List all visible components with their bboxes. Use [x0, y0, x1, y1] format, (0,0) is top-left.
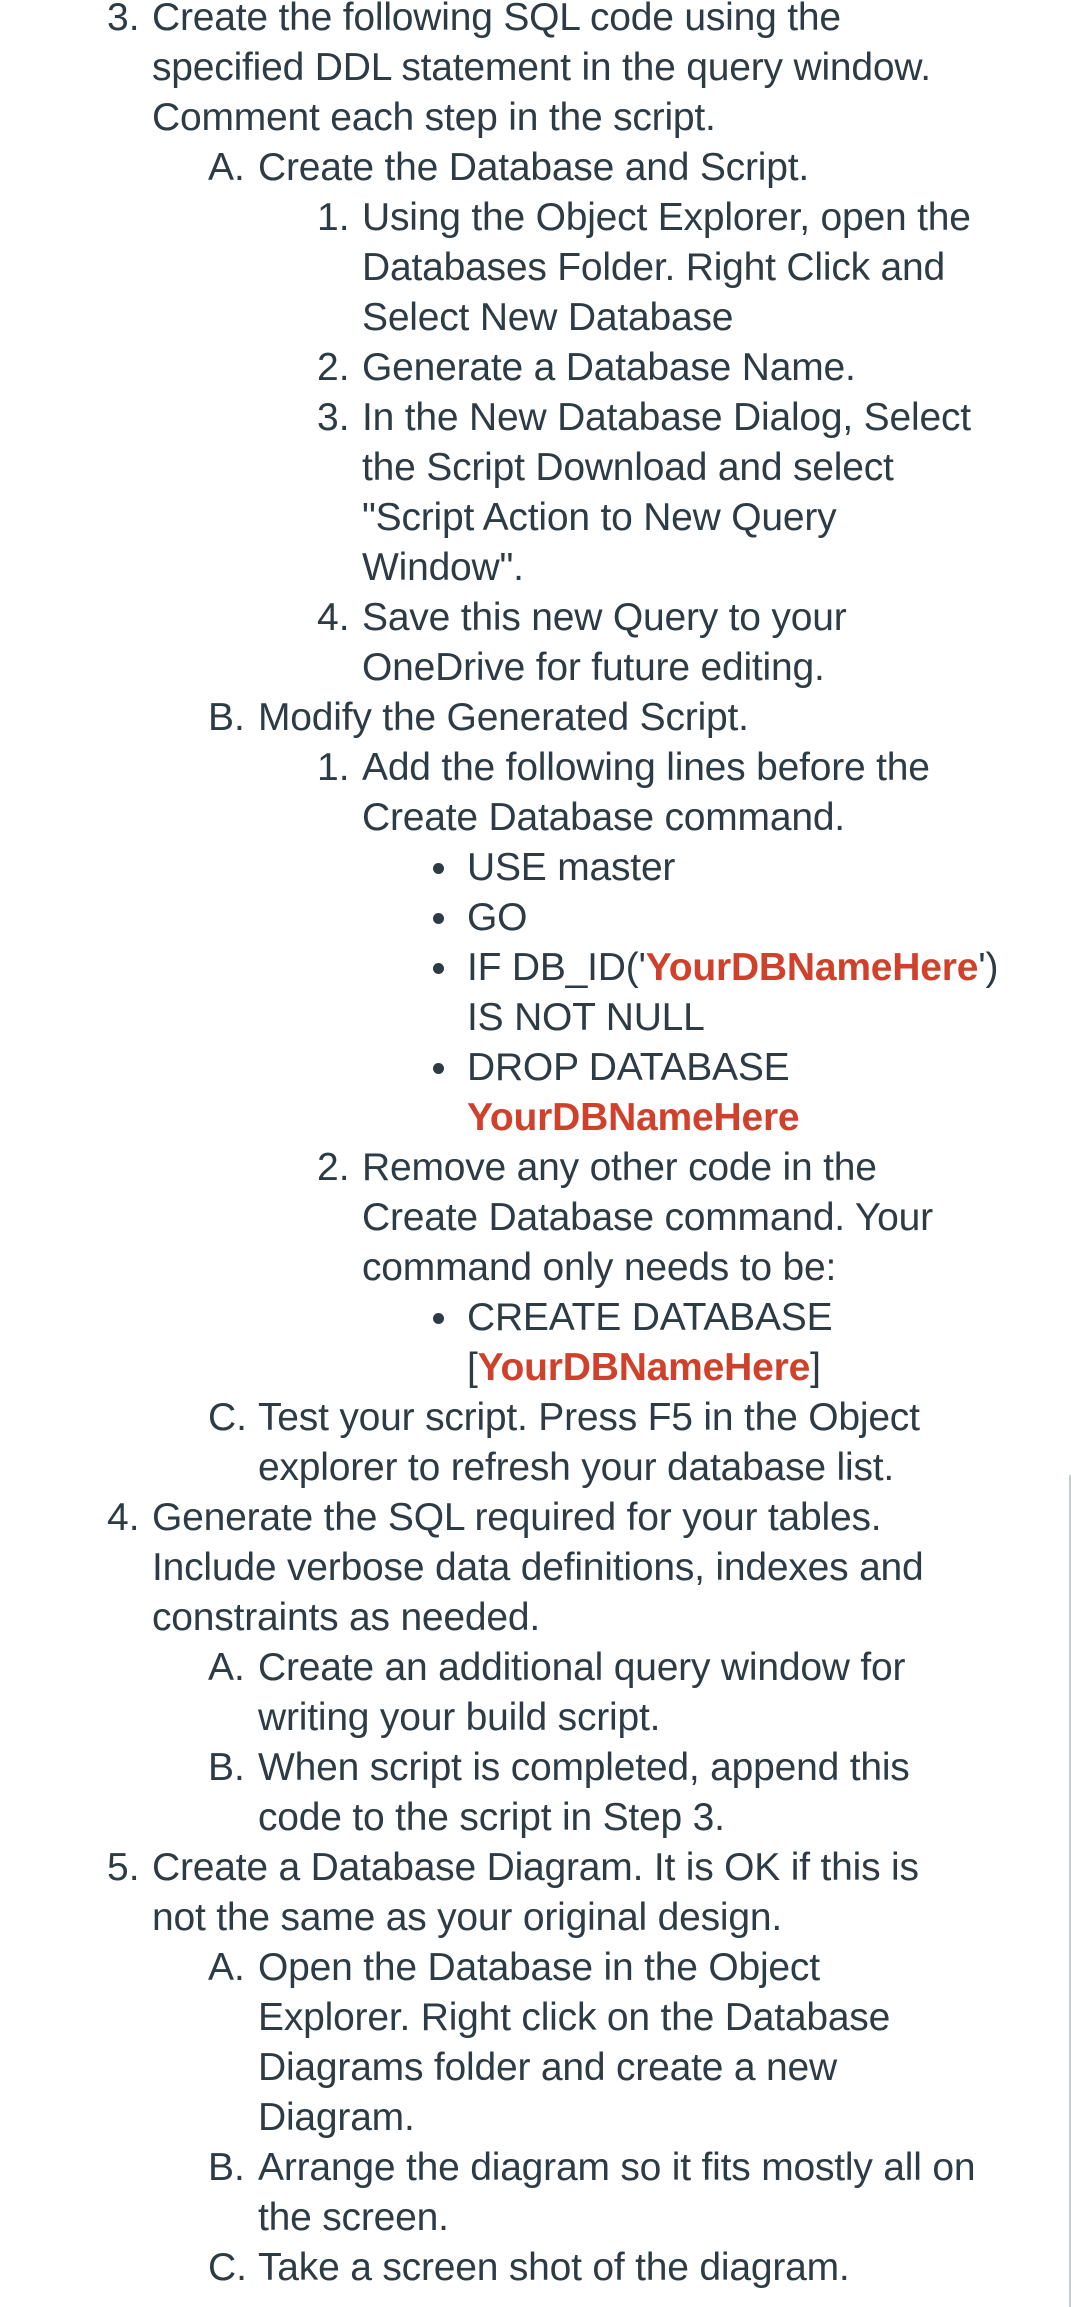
bullet-icon: [433, 1313, 444, 1324]
step-3a1-text-line: Using the Object Explorer, open the: [362, 196, 971, 239]
bullet-icon: [433, 963, 444, 974]
step-3b-text: Modify the Generated Script.: [258, 696, 749, 739]
step-5-number: 5.: [107, 1846, 140, 1889]
code-line-is-not-null: IS NOT NULL: [467, 996, 705, 1039]
step-3-number: 3.: [107, 0, 140, 39]
step-3-text-line: Comment each step in the script.: [152, 96, 716, 139]
step-3b2-text-line: command only needs to be:: [362, 1246, 837, 1289]
step-4-text-line: constraints as needed.: [152, 1596, 541, 1639]
bullet-icon: [433, 1063, 444, 1074]
code-line-go: GO: [467, 896, 528, 939]
step-5a-text-line: Diagram.: [258, 2096, 415, 2139]
step-5b-text-line: the screen.: [258, 2196, 449, 2239]
step-3a3-text-line: In the New Database Dialog, Select: [362, 396, 971, 439]
step-3b1-text-line: Create Database command.: [362, 796, 845, 839]
step-5b-text-line: Arrange the diagram so it fits mostly all on: [258, 2146, 976, 2189]
step-3a3-text-line: Window".: [362, 546, 524, 589]
step-3a4-number: 4.: [317, 596, 350, 639]
step-4a-letter: A.: [208, 1646, 245, 1689]
code-line-create-database: CREATE DATABASE: [467, 1296, 833, 1339]
step-3b2-text-line: Create Database command. Your: [362, 1196, 933, 1239]
step-4a-text-line: Create an additional query window for: [258, 1646, 906, 1689]
step-3a2-text-line: Generate a Database Name.: [362, 346, 856, 389]
step-5c-letter: C.: [208, 2246, 247, 2289]
db-name-placeholder: YourDBNameHere: [467, 1096, 800, 1139]
step-5a-text-line: Explorer. Right click on the Database: [258, 1996, 891, 2039]
step-3a4-text-line: Save this new Query to your: [362, 596, 847, 639]
step-4b-letter: B.: [208, 1746, 245, 1789]
step-5b-letter: B.: [208, 2146, 245, 2189]
step-3a3-text-line: the Script Download and select: [362, 446, 894, 489]
code-text: ]: [810, 1346, 821, 1389]
code-line-db-name: [467, 1343, 821, 1393]
step-3b2-number: 2.: [317, 1146, 350, 1189]
step-3b1-text-line: Add the following lines before the: [362, 746, 930, 789]
step-3a3-text-line: "Script Action to New Query: [362, 496, 837, 539]
step-4a-text-line: writing your build script.: [258, 1696, 661, 1739]
step-3-text-line: Create the following SQL code using the: [152, 0, 841, 39]
step-5a-letter: A.: [208, 1946, 245, 1989]
step-4b-text-line: When script is completed, append this: [258, 1746, 910, 1789]
step-5c-text-line: Take a screen shot of the diagram.: [258, 2246, 850, 2289]
step-3-text-line: specified DDL statement in the query window.: [152, 46, 931, 89]
step-3a4-text-line: OneDrive for future editing.: [362, 646, 825, 689]
bullet-icon: [433, 913, 444, 924]
step-3a2-number: 2.: [317, 346, 350, 389]
step-3b2-text-line: Remove any other code in the: [362, 1146, 877, 1189]
step-4-text-line: Include verbose data definitions, indexes and: [152, 1546, 924, 1589]
code-text: IF DB_ID(': [467, 946, 646, 989]
code-line-if-db-id: [467, 943, 998, 993]
db-name-placeholder: YourDBNameHere: [645, 946, 979, 989]
code-line-drop-database: DROP DATABASE: [467, 1046, 790, 1089]
step-5-text-line: Create a Database Diagram. It is OK if this is: [152, 1846, 919, 1889]
db-name-placeholder: YourDBNameHere: [477, 1346, 811, 1389]
step-3a1-text-line: Databases Folder. Right Click and: [362, 246, 946, 289]
step-3c-text-line: Test your script. Press F5 in the Object: [258, 1396, 920, 1439]
step-4-text-line: Generate the SQL required for your tables.: [152, 1496, 882, 1539]
step-3b-letter: B.: [208, 696, 245, 739]
code-line-use-master: USE master: [467, 846, 676, 889]
step-3a1-number: 1.: [317, 196, 350, 239]
step-3c-text-line: explorer to refresh your database list.: [258, 1446, 895, 1489]
code-text: '): [978, 946, 999, 989]
step-3a3-number: 3.: [317, 396, 350, 439]
step-4-number: 4.: [107, 1496, 140, 1539]
step-5a-text-line: Open the Database in the Object: [258, 1946, 820, 1989]
step-4b-text-line: code to the script in Step 3.: [258, 1796, 725, 1839]
step-3b1-number: 1.: [317, 746, 350, 789]
step-5a-text-line: Diagrams folder and create a new: [258, 2046, 837, 2089]
code-text: [: [467, 1346, 478, 1389]
step-5-text-line: not the same as your original design.: [152, 1896, 782, 1939]
step-3a-text: Create the Database and Script.: [258, 146, 809, 189]
bullet-icon: [433, 863, 444, 874]
step-3a1-text-line: Select New Database: [362, 296, 734, 339]
step-3a-letter: A.: [208, 146, 245, 189]
step-3c-letter: C.: [208, 1396, 247, 1439]
